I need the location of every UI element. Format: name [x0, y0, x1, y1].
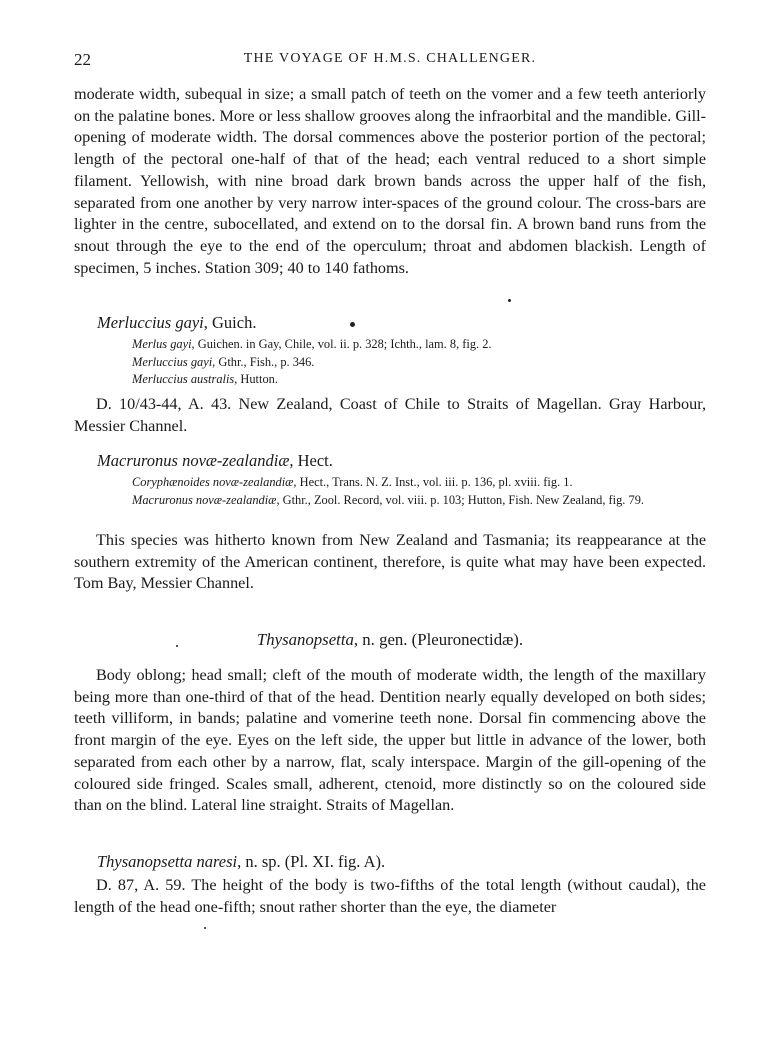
- species-name: Thysanopsetta naresi: [97, 852, 238, 871]
- macruronus-heading: [97, 451, 333, 471]
- macruronus-author: , Hect.: [289, 451, 333, 470]
- print-speck: [204, 927, 206, 929]
- merluccius-heading: [97, 313, 256, 333]
- merluccius-name: Merluccius gayi: [97, 313, 204, 332]
- synonym-entry: Macruronus novæ-zealandiæ, Gthr., Zool. Record, vol. viii. p. 103; Hutton, Fish. New Zealand, fig. 79.: [132, 492, 644, 507]
- genus-description: Body oblong; head small; cleft of the mouth of moderate width, the length of the maxillary being more than one-third of that of the head. Dentition nearly equally developed on both sides; teeth villiform, in bands; palatine and vomerine teeth none. Dorsal fin commencing above the front margin of the eye. Eyes on the left side, the upper but little in advance of the lower, both separated from each other by a narrow, flat, scaly interspace. Margin of the gill-opening of the coloured side fringed. Scales small, adherent, ctenoid, more distinctly so on the coloured side than on the blind. Lateral line straight. Straits of Magellan.: [74, 666, 706, 815]
- genus-suffix: , n. gen. (Pleuronectidæ).: [353, 630, 524, 649]
- print-speck: [350, 322, 355, 327]
- synonym-entry: Merluccius australis, Hutton.: [132, 372, 278, 386]
- running-title: THE VOYAGE OF H.M.S. CHALLENGER.: [243, 51, 537, 66]
- page-number: 22: [74, 50, 91, 69]
- synonym-entry: Coryphænoides novæ-zealandiæ, Hect., Trans. N. Z. Inst., vol. iii. p. 136, pl. xviii. fig. 1.: [132, 475, 573, 489]
- genus-heading: [74, 630, 706, 650]
- page-header: [74, 50, 706, 72]
- synonym-entry: Merluccius gayi, Gthr., Fish., p. 346.: [132, 354, 315, 369]
- species-description: D. 87, A. 59. The height of the body is two-fifths of the total length (without caudal), the length of the head one-fifth; snout rather shorter than the eye, the diameter: [74, 876, 706, 916]
- synonym-entry: Merlus gayi, Guichen. in Gay, Chile, vol. ii. p. 328; Ichth., lam. 8, fig. 2.: [132, 337, 492, 351]
- intro-paragraph: moderate width, subequal in size; a small patch of teeth on the vomer and a few teeth anteriorly on the palatine bones. More or less shallow grooves along the infraorbital and the mandible. Gill-opening of moderate width. The dorsal commences above the posterior portion of the pectoral; length of the pectoral one-half of that of the head; each ventral reduced to a short simple filament. Yellowish, with nine broad dark brown bands across the upper half of the fish, separated from one another by very narrow inter-spaces of the ground colour. The cross-bars are lighter in the centre, subocellated, and extend on to the dorsal fin. A brown band runs from the snout through the eye to the end of the operculum; throat and abdomen blackish. Length of specimen, 5 inches. Station 309; 40 to 140 fathoms.: [74, 85, 706, 277]
- print-speck: [508, 299, 511, 302]
- print-speck: [176, 645, 178, 647]
- macruronus-name: Macruronus novæ-zealandiæ: [97, 451, 290, 470]
- merluccius-author: , Guich.: [203, 313, 257, 332]
- genus-name: Thysanopsetta: [256, 630, 354, 649]
- species-heading: [97, 852, 385, 872]
- macruronus-synonymy: [132, 474, 706, 509]
- merluccius-description: D. 10/43-44, A. 43. New Zealand, Coast of Chile to Straits of Magellan. Gray Harbour, Messier Channel.: [74, 395, 706, 435]
- merluccius-synonymy: [132, 336, 706, 389]
- macruronus-description: This species was hitherto known from New Zealand and Tasmania; its reappearance at the southern extremity of the American continent, therefore, is quite what may have been expected. Tom Bay, Messier Channel.: [74, 531, 706, 593]
- species-suffix: , n. sp. (Pl. XI. fig. A).: [237, 852, 386, 871]
